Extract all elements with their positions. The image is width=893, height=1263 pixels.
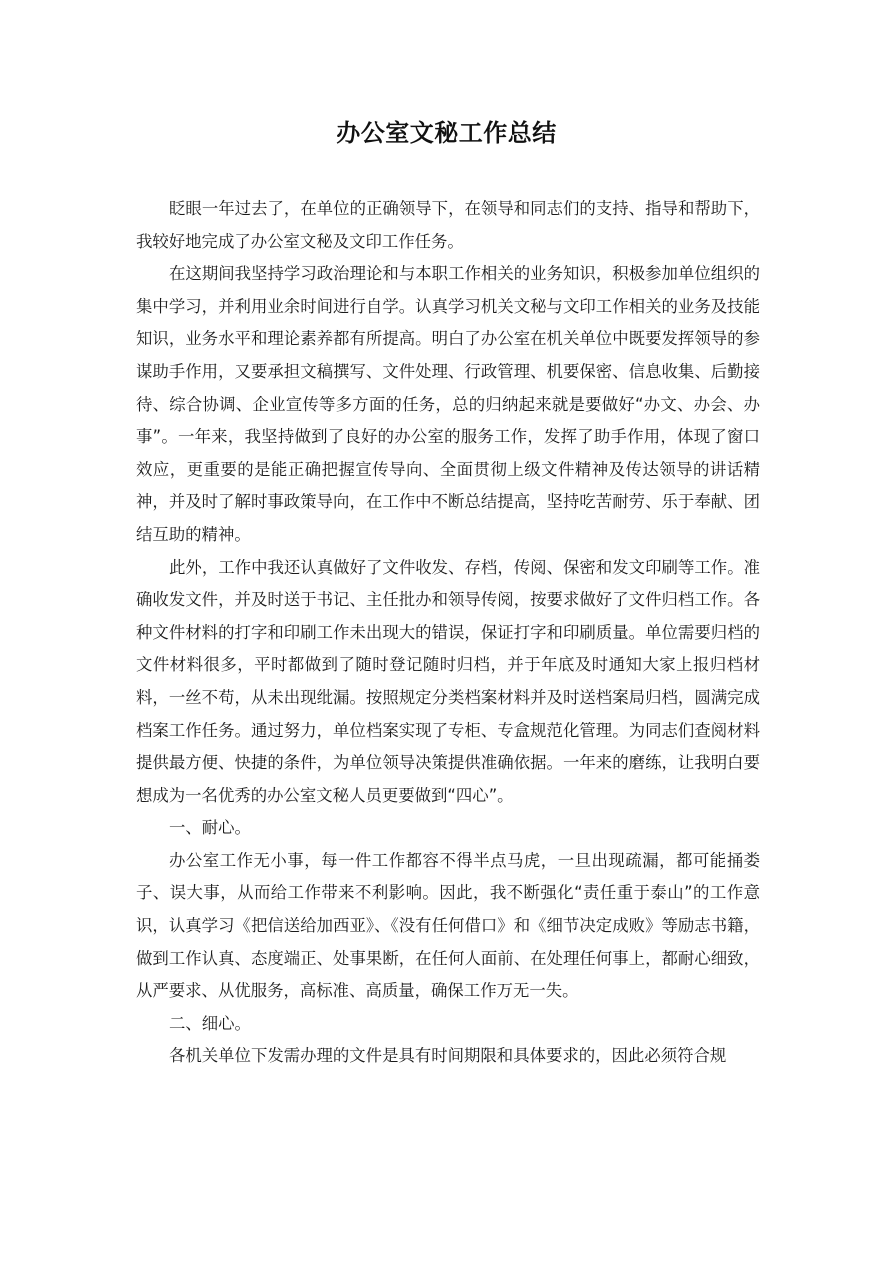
- document-title: 办公室文秘工作总结: [336, 119, 557, 147]
- document-body: [136, 193, 760, 1073]
- section-heading-patience: 一、耐心。: [169, 818, 251, 838]
- paragraph-study: 在这期间我坚持学习政治理论和与本职工作相关的业务知识，积极参加单位组织的集中学习，并利用业余时间进行自学。认真学习机关文秘与文印工作相关的业务及技能知识，业务水平和理论素养都有所提高。明白了办公室在机关单位中既要发挥领导的参谋助手作用，又要承担文稿撰写、文件处理、行政管理、机要保密、信息收集、后勤接待、综合协调、企业宣传等多方面的任务，总的归纳起来就是要做好“办文、办会、办事”。一年来，我坚持做到了良好的办公室的服务工作，发挥了助手作用，体现了窗口效应，更重要的是能正确把握宣传导向、全面贯彻上级文件精神及传达领导的讲话精神，并及时了解时事政策导向，在工作中不断总结提高，坚持吃苦耐劳、乐于奉献、团结互助的精神。: [136, 264, 760, 544]
- paragraph-carefulness: 各机关单位下发需办理的文件是具有时间期限和具体要求的，因此必须符合规: [169, 1046, 727, 1066]
- paragraph-patience: 办公室工作无小事，每一件工作都容不得半点马虎，一旦出现疏漏，都可能捅娄子、误大事，从而给工作带来不利影响。因此，我不断强化“责任重于泰山”的工作意识，认真学习《把信送给加西亚》、《没有任何借口》和《细节决定成败》等励志书籍，做到工作认真、态度端正、处事果断，在任何人面前、在处理任何事上，都耐心细致，从严要求、从优服务，高标准、高质量，确保工作万无一失。: [136, 850, 760, 1001]
- paragraph-intro: 眨眼一年过去了，在单位的正确领导下，在领导和同志们的支持、指导和帮助下，我较好地完成了办公室文秘及文印工作任务。: [136, 199, 760, 251]
- paragraph-files: 此外，工作中我还认真做好了文件收发、存档，传阅、保密和发文印刷等工作。准确收发文件，并及时送于书记、主任批办和领导传阅，按要求做好了文件归档工作。各种文件材料的打字和印刷工作未出现大的错误，保证打字和印刷质量。单位需要归档的文件材料很多，平时都做到了随时登记随时归档，并于年底及时通知大家上报归档材料，一丝不苟，从未出现纰漏。按照规定分类档案材料并及时送档案局归档，圆满完成档案工作任务。通过努力，单位档案实现了专柜、专盒规范化管理。为同志们查阅材料提供最方便、快捷的条件，为单位领导决策提供准确依据。一年来的磨练，让我明白要想成为一名优秀的办公室文秘人员更要做到“四心”。: [136, 557, 760, 805]
- section-heading-carefulness: 二、细心。: [169, 1013, 251, 1033]
